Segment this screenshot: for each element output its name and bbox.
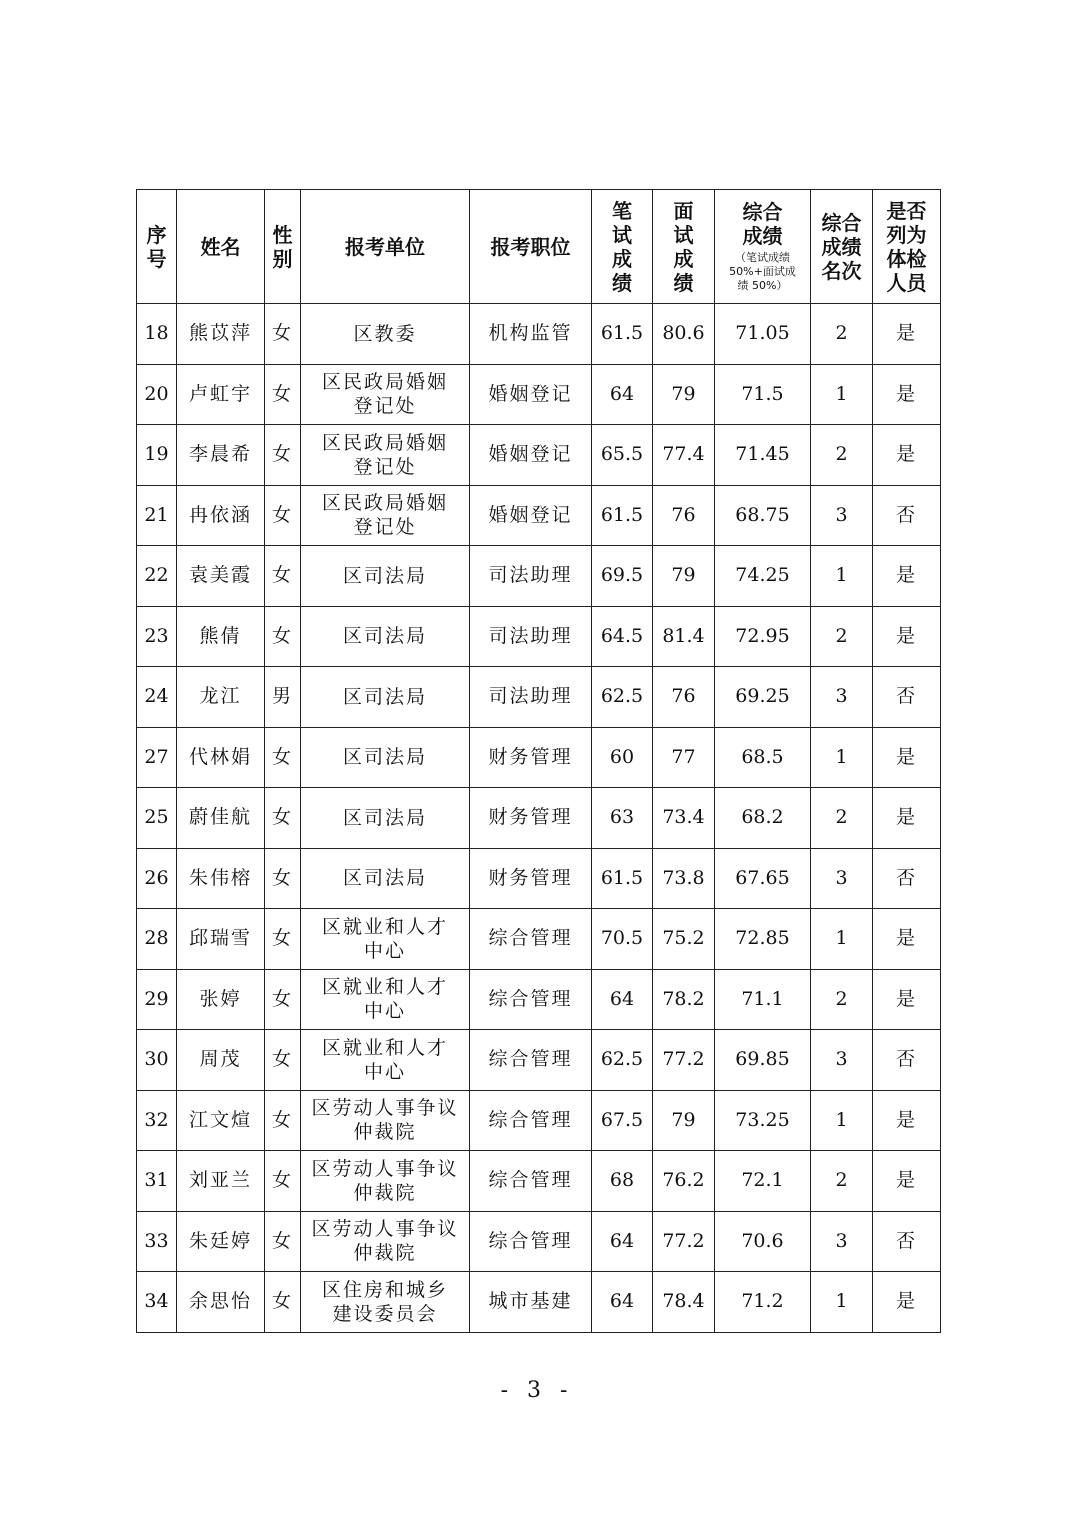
table-row bbox=[137, 1030, 941, 1091]
cell-name: 刘亚兰 bbox=[177, 1151, 265, 1212]
cell-name: 卢虹宇 bbox=[177, 364, 265, 425]
header-rank-label: 综合 成绩 名次 bbox=[821, 210, 862, 283]
cell-written: 64 bbox=[592, 1272, 653, 1333]
header-gender-label: 性 别 bbox=[272, 222, 293, 271]
cell-total: 68.2 bbox=[715, 788, 811, 849]
cell-rank: 3 bbox=[811, 667, 873, 728]
cell-position: 机构监管 bbox=[470, 304, 592, 365]
page-number: - 3 - bbox=[500, 1378, 574, 1403]
cell-unit: 区司法局 bbox=[301, 667, 470, 728]
cell-interview: 79 bbox=[653, 1090, 715, 1151]
cell-unit: 区教委 bbox=[301, 304, 470, 365]
cell-written: 64 bbox=[592, 969, 653, 1030]
cell-unit: 区民政局婚姻 登记处 bbox=[301, 364, 470, 425]
cell-total: 74.25 bbox=[715, 546, 811, 607]
cell-exam: 是 bbox=[873, 425, 941, 486]
cell-gender: 女 bbox=[265, 727, 301, 788]
header-total bbox=[715, 190, 811, 304]
cell-rank: 1 bbox=[811, 909, 873, 970]
cell-no: 22 bbox=[137, 546, 177, 607]
cell-gender: 女 bbox=[265, 425, 301, 486]
cell-no: 27 bbox=[137, 727, 177, 788]
cell-position: 婚姻登记 bbox=[470, 425, 592, 486]
cell-no: 30 bbox=[137, 1030, 177, 1091]
table-row bbox=[137, 909, 941, 970]
cell-unit: 区司法局 bbox=[301, 848, 470, 909]
cell-total: 67.65 bbox=[715, 848, 811, 909]
cell-name: 邱瑞雪 bbox=[177, 909, 265, 970]
cell-unit: 区司法局 bbox=[301, 788, 470, 849]
cell-gender: 女 bbox=[265, 969, 301, 1030]
header-interview-label: 面 试 成 绩 bbox=[673, 198, 694, 295]
cell-name: 李晨希 bbox=[177, 425, 265, 486]
cell-unit: 区就业和人才 中心 bbox=[301, 1030, 470, 1091]
cell-gender: 女 bbox=[265, 546, 301, 607]
cell-no: 33 bbox=[137, 1211, 177, 1272]
cell-unit: 区民政局婚姻 登记处 bbox=[301, 425, 470, 486]
table-row bbox=[137, 1090, 941, 1151]
cell-name: 余思怡 bbox=[177, 1272, 265, 1333]
cell-gender: 女 bbox=[265, 485, 301, 546]
cell-interview: 79 bbox=[653, 364, 715, 425]
cell-written: 63 bbox=[592, 788, 653, 849]
score-table bbox=[136, 189, 941, 1333]
cell-rank: 3 bbox=[811, 1030, 873, 1091]
cell-written: 65.5 bbox=[592, 425, 653, 486]
cell-position: 财务管理 bbox=[470, 788, 592, 849]
cell-name: 朱廷婷 bbox=[177, 1211, 265, 1272]
cell-no: 18 bbox=[137, 304, 177, 365]
cell-no: 23 bbox=[137, 606, 177, 667]
cell-written: 67.5 bbox=[592, 1090, 653, 1151]
cell-interview: 73.4 bbox=[653, 788, 715, 849]
cell-interview: 73.8 bbox=[653, 848, 715, 909]
cell-position: 综合管理 bbox=[470, 1090, 592, 1151]
cell-written: 61.5 bbox=[592, 485, 653, 546]
cell-gender: 女 bbox=[265, 1272, 301, 1333]
cell-position: 综合管理 bbox=[470, 1211, 592, 1272]
table-row bbox=[137, 1151, 941, 1212]
cell-gender: 女 bbox=[265, 1090, 301, 1151]
cell-position: 婚姻登记 bbox=[470, 364, 592, 425]
header-name bbox=[177, 190, 265, 304]
cell-interview: 79 bbox=[653, 546, 715, 607]
cell-no: 24 bbox=[137, 667, 177, 728]
cell-gender: 女 bbox=[265, 1151, 301, 1212]
cell-rank: 2 bbox=[811, 606, 873, 667]
cell-rank: 3 bbox=[811, 848, 873, 909]
cell-position: 综合管理 bbox=[470, 1030, 592, 1091]
cell-exam: 是 bbox=[873, 304, 941, 365]
cell-total: 68.75 bbox=[715, 485, 811, 546]
cell-no: 31 bbox=[137, 1151, 177, 1212]
cell-unit: 区劳动人事争议 仲裁院 bbox=[301, 1090, 470, 1151]
table-row bbox=[137, 606, 941, 667]
cell-name: 朱伟榕 bbox=[177, 848, 265, 909]
cell-position: 财务管理 bbox=[470, 848, 592, 909]
cell-name: 龙江 bbox=[177, 667, 265, 728]
table-row bbox=[137, 304, 941, 365]
table-row bbox=[137, 1211, 941, 1272]
table-row bbox=[137, 727, 941, 788]
cell-total: 71.2 bbox=[715, 1272, 811, 1333]
cell-no: 20 bbox=[137, 364, 177, 425]
cell-written: 64 bbox=[592, 364, 653, 425]
cell-gender: 女 bbox=[265, 606, 301, 667]
cell-name: 江文煊 bbox=[177, 1090, 265, 1151]
cell-rank: 1 bbox=[811, 727, 873, 788]
cell-no: 26 bbox=[137, 848, 177, 909]
cell-name: 周茂 bbox=[177, 1030, 265, 1091]
cell-written: 61.5 bbox=[592, 848, 653, 909]
cell-position: 司法助理 bbox=[470, 667, 592, 728]
cell-written: 62.5 bbox=[592, 1030, 653, 1091]
cell-exam: 是 bbox=[873, 606, 941, 667]
cell-rank: 1 bbox=[811, 1272, 873, 1333]
header-rank bbox=[811, 190, 873, 304]
header-exam bbox=[873, 190, 941, 304]
cell-rank: 2 bbox=[811, 969, 873, 1030]
cell-name: 冉依涵 bbox=[177, 485, 265, 546]
table-row bbox=[137, 667, 941, 728]
header-written bbox=[592, 190, 653, 304]
cell-total: 71.45 bbox=[715, 425, 811, 486]
cell-exam: 是 bbox=[873, 546, 941, 607]
cell-unit: 区住房和城乡 建设委员会 bbox=[301, 1272, 470, 1333]
cell-unit: 区司法局 bbox=[301, 546, 470, 607]
cell-unit: 区司法局 bbox=[301, 606, 470, 667]
cell-unit: 区劳动人事争议 仲裁院 bbox=[301, 1151, 470, 1212]
cell-total: 71.5 bbox=[715, 364, 811, 425]
cell-exam: 是 bbox=[873, 1272, 941, 1333]
cell-unit: 区民政局婚姻 登记处 bbox=[301, 485, 470, 546]
cell-rank: 1 bbox=[811, 364, 873, 425]
header-exam-label: 是否 列为 体检 人员 bbox=[886, 198, 927, 295]
cell-exam: 是 bbox=[873, 727, 941, 788]
table-row bbox=[137, 425, 941, 486]
cell-position: 司法助理 bbox=[470, 546, 592, 607]
cell-gender: 女 bbox=[265, 364, 301, 425]
cell-no: 28 bbox=[137, 909, 177, 970]
cell-written: 64.5 bbox=[592, 606, 653, 667]
cell-total: 69.85 bbox=[715, 1030, 811, 1091]
cell-total: 72.95 bbox=[715, 606, 811, 667]
cell-name: 代林娟 bbox=[177, 727, 265, 788]
cell-rank: 2 bbox=[811, 1151, 873, 1212]
table-row bbox=[137, 1272, 941, 1333]
cell-interview: 77 bbox=[653, 727, 715, 788]
cell-exam: 否 bbox=[873, 1030, 941, 1091]
header-name-label: 姓名 bbox=[200, 234, 241, 259]
cell-gender: 女 bbox=[265, 909, 301, 970]
header-position-label: 报考职位 bbox=[490, 234, 571, 259]
table-row bbox=[137, 546, 941, 607]
cell-written: 61.5 bbox=[592, 304, 653, 365]
cell-gender: 女 bbox=[265, 848, 301, 909]
cell-gender: 女 bbox=[265, 788, 301, 849]
cell-name: 蔚佳航 bbox=[177, 788, 265, 849]
header-total-note: （笔试成绩 50%+面试成 绩 50%） bbox=[729, 251, 796, 292]
cell-no: 25 bbox=[137, 788, 177, 849]
cell-interview: 76.2 bbox=[653, 1151, 715, 1212]
table-row bbox=[137, 485, 941, 546]
cell-position: 综合管理 bbox=[470, 969, 592, 1030]
cell-gender: 女 bbox=[265, 304, 301, 365]
cell-name: 熊苡萍 bbox=[177, 304, 265, 365]
cell-interview: 78.4 bbox=[653, 1272, 715, 1333]
cell-exam: 是 bbox=[873, 909, 941, 970]
cell-interview: 77.4 bbox=[653, 425, 715, 486]
cell-gender: 男 bbox=[265, 667, 301, 728]
cell-position: 婚姻登记 bbox=[470, 485, 592, 546]
cell-interview: 76 bbox=[653, 667, 715, 728]
cell-rank: 3 bbox=[811, 485, 873, 546]
cell-no: 32 bbox=[137, 1090, 177, 1151]
cell-rank: 2 bbox=[811, 425, 873, 486]
header-written-label: 笔 试 成 绩 bbox=[612, 198, 632, 295]
cell-written: 68 bbox=[592, 1151, 653, 1212]
cell-written: 60 bbox=[592, 727, 653, 788]
cell-interview: 78.2 bbox=[653, 969, 715, 1030]
cell-gender: 女 bbox=[265, 1030, 301, 1091]
cell-interview: 77.2 bbox=[653, 1030, 715, 1091]
cell-rank: 3 bbox=[811, 1211, 873, 1272]
cell-position: 财务管理 bbox=[470, 727, 592, 788]
cell-position: 城市基建 bbox=[470, 1272, 592, 1333]
cell-written: 64 bbox=[592, 1211, 653, 1272]
cell-name: 熊倩 bbox=[177, 606, 265, 667]
cell-exam: 否 bbox=[873, 1211, 941, 1272]
header-row bbox=[137, 190, 941, 304]
cell-no: 29 bbox=[137, 969, 177, 1030]
cell-unit: 区就业和人才 中心 bbox=[301, 909, 470, 970]
cell-exam: 否 bbox=[873, 667, 941, 728]
cell-exam: 否 bbox=[873, 848, 941, 909]
cell-interview: 75.2 bbox=[653, 909, 715, 970]
cell-written: 70.5 bbox=[592, 909, 653, 970]
cell-total: 69.25 bbox=[715, 667, 811, 728]
cell-exam: 是 bbox=[873, 1151, 941, 1212]
cell-rank: 2 bbox=[811, 304, 873, 365]
cell-name: 张婷 bbox=[177, 969, 265, 1030]
header-total-label: 综合 成绩 bbox=[742, 200, 783, 248]
table-body bbox=[137, 304, 941, 1333]
cell-position: 综合管理 bbox=[470, 909, 592, 970]
cell-total: 68.5 bbox=[715, 727, 811, 788]
cell-no: 21 bbox=[137, 485, 177, 546]
cell-position: 综合管理 bbox=[470, 1151, 592, 1212]
cell-exam: 是 bbox=[873, 969, 941, 1030]
cell-unit: 区司法局 bbox=[301, 727, 470, 788]
cell-unit: 区就业和人才 中心 bbox=[301, 969, 470, 1030]
table-row bbox=[137, 364, 941, 425]
cell-exam: 是 bbox=[873, 788, 941, 849]
header-interview bbox=[653, 190, 715, 304]
cell-total: 71.05 bbox=[715, 304, 811, 365]
header-no bbox=[137, 190, 177, 304]
cell-exam: 是 bbox=[873, 1090, 941, 1151]
header-unit-label: 报考单位 bbox=[345, 234, 425, 259]
cell-total: 72.85 bbox=[715, 909, 811, 970]
cell-interview: 81.4 bbox=[653, 606, 715, 667]
cell-interview: 80.6 bbox=[653, 304, 715, 365]
cell-written: 62.5 bbox=[592, 667, 653, 728]
cell-rank: 1 bbox=[811, 546, 873, 607]
header-unit bbox=[301, 190, 470, 304]
header-no-label: 序 号 bbox=[146, 222, 167, 271]
cell-gender: 女 bbox=[265, 1211, 301, 1272]
cell-position: 司法助理 bbox=[470, 606, 592, 667]
cell-total: 70.6 bbox=[715, 1211, 811, 1272]
table-row bbox=[137, 788, 941, 849]
header-gender bbox=[265, 190, 301, 304]
cell-total: 73.25 bbox=[715, 1090, 811, 1151]
cell-no: 34 bbox=[137, 1272, 177, 1333]
header-position bbox=[470, 190, 592, 304]
cell-total: 72.1 bbox=[715, 1151, 811, 1212]
cell-no: 19 bbox=[137, 425, 177, 486]
cell-total: 71.1 bbox=[715, 969, 811, 1030]
cell-name: 袁美霞 bbox=[177, 546, 265, 607]
cell-interview: 76 bbox=[653, 485, 715, 546]
cell-exam: 否 bbox=[873, 485, 941, 546]
cell-rank: 1 bbox=[811, 1090, 873, 1151]
cell-exam: 是 bbox=[873, 364, 941, 425]
table-row bbox=[137, 969, 941, 1030]
cell-interview: 77.2 bbox=[653, 1211, 715, 1272]
cell-rank: 2 bbox=[811, 788, 873, 849]
cell-written: 69.5 bbox=[592, 546, 653, 607]
cell-unit: 区劳动人事争议 仲裁院 bbox=[301, 1211, 470, 1272]
table-row bbox=[137, 848, 941, 909]
